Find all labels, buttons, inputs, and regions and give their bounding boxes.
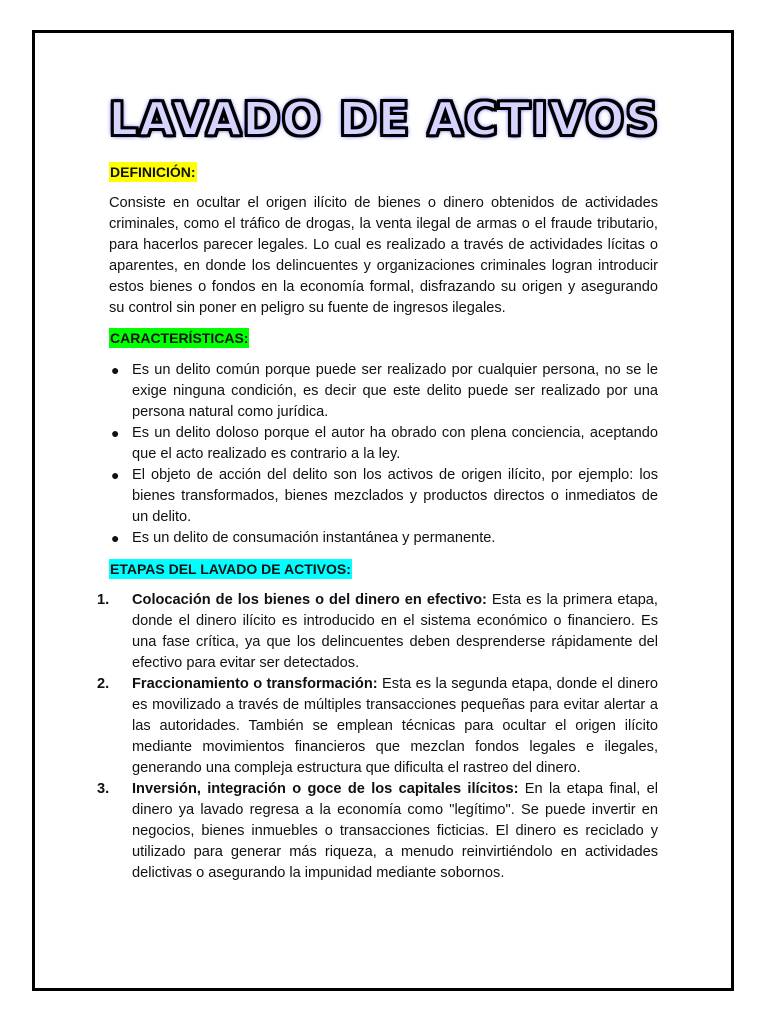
bullet-icon: ●: [111, 425, 120, 441]
characteristics-heading: CARACTERÍSTICAS:: [110, 330, 249, 346]
step-text: Esta es la primera etapa, donde el dinero ilícito es introducido en el sistema económico o financiero. Es una fase crítica, ya que los delincuentes deben desprenderse rápidamente del efectivo para evitar ser detectados.: [132, 592, 658, 671]
list-item: [0, 779, 658, 884]
list-item-text: Es un delito común porque puede ser realizado por cualquier persona, no se le exige ninguna condición, es decir que este delito puede ser realizado por una persona natural como jurídica.: [132, 362, 658, 420]
list-item: [0, 528, 658, 549]
stages-list: [0, 590, 658, 884]
list-item: [0, 360, 658, 423]
document-body: [97, 162, 658, 884]
definition-heading: DEFINICIÓN:: [110, 164, 196, 180]
stages-heading: ETAPAS DEL LAVADO DE ACTIVOS:: [110, 561, 351, 577]
list-item: [0, 465, 658, 528]
step-title: Colocación de los bienes o del dinero en efectivo:: [132, 592, 487, 608]
bullet-icon: ●: [111, 530, 120, 546]
step-title: Fraccionamiento o transformación:: [132, 676, 378, 692]
page-title: LAVADO DE ACTIVOS: [108, 92, 660, 146]
step-number: 2.: [97, 676, 110, 692]
step-text: En la etapa final, el dinero ya lavado regresa a la economía como "legítimo". Se puede invertir en negocios, bienes inmuebles o transacciones ficticias. El dinero es reciclado y utilizado para generar más riqueza, a menudo reinvirtiéndolo en actividades delictivas o asegurando la impunidad mediante sobornos.: [132, 781, 658, 881]
list-item: [0, 423, 658, 465]
characteristics-list: [0, 360, 658, 549]
bullet-icon: ●: [111, 362, 120, 378]
step-text: Esta es la segunda etapa, donde el dinero es movilizado a través de múltiples transacciones pequeñas para evitar alertar a las autoridades. También se emplean técnicas para ocultar el origen ilícito mediante movimientos financieros que mezclan fondos legales e ilegales, generando una compleja estructura que dificulta el rastreo del dinero.: [132, 676, 658, 776]
step-number: 1.: [97, 592, 110, 608]
step-number: 3.: [97, 781, 110, 797]
list-item: [0, 590, 658, 674]
bullet-icon: ●: [111, 467, 120, 483]
definition-text: Consiste en ocultar el origen ilícito de bienes o dinero obtenidos de actividades criminales, como el tráfico de drogas, la venta ilegal de armas o el fraude tributario, para hacerlos parecer legales. Lo cual es realizado a través de actividades lícitas o aparentes, en donde los delincuentes y organizaciones criminales logran introducir estos bienes o fondos en la economía formal, disfrazando su origen y asegurando su control sin poner en peligro su fuente de ingresos ilegales.: [109, 195, 658, 316]
list-item-text: Es un delito doloso porque el autor ha obrado con plena conciencia, aceptando que el acto realizado es contrario a la ley.: [132, 425, 658, 462]
step-title: Inversión, integración o goce de los capitales ilícitos:: [132, 781, 519, 797]
list-item: [0, 674, 658, 779]
list-item-text: El objeto de acción del delito son los activos de origen ilícito, por ejemplo: los bienes transformados, bienes mezclados y productos directos o inmediatos de un delito.: [132, 467, 658, 525]
list-item-text: Es un delito de consumación instantánea y permanente.: [132, 530, 496, 546]
